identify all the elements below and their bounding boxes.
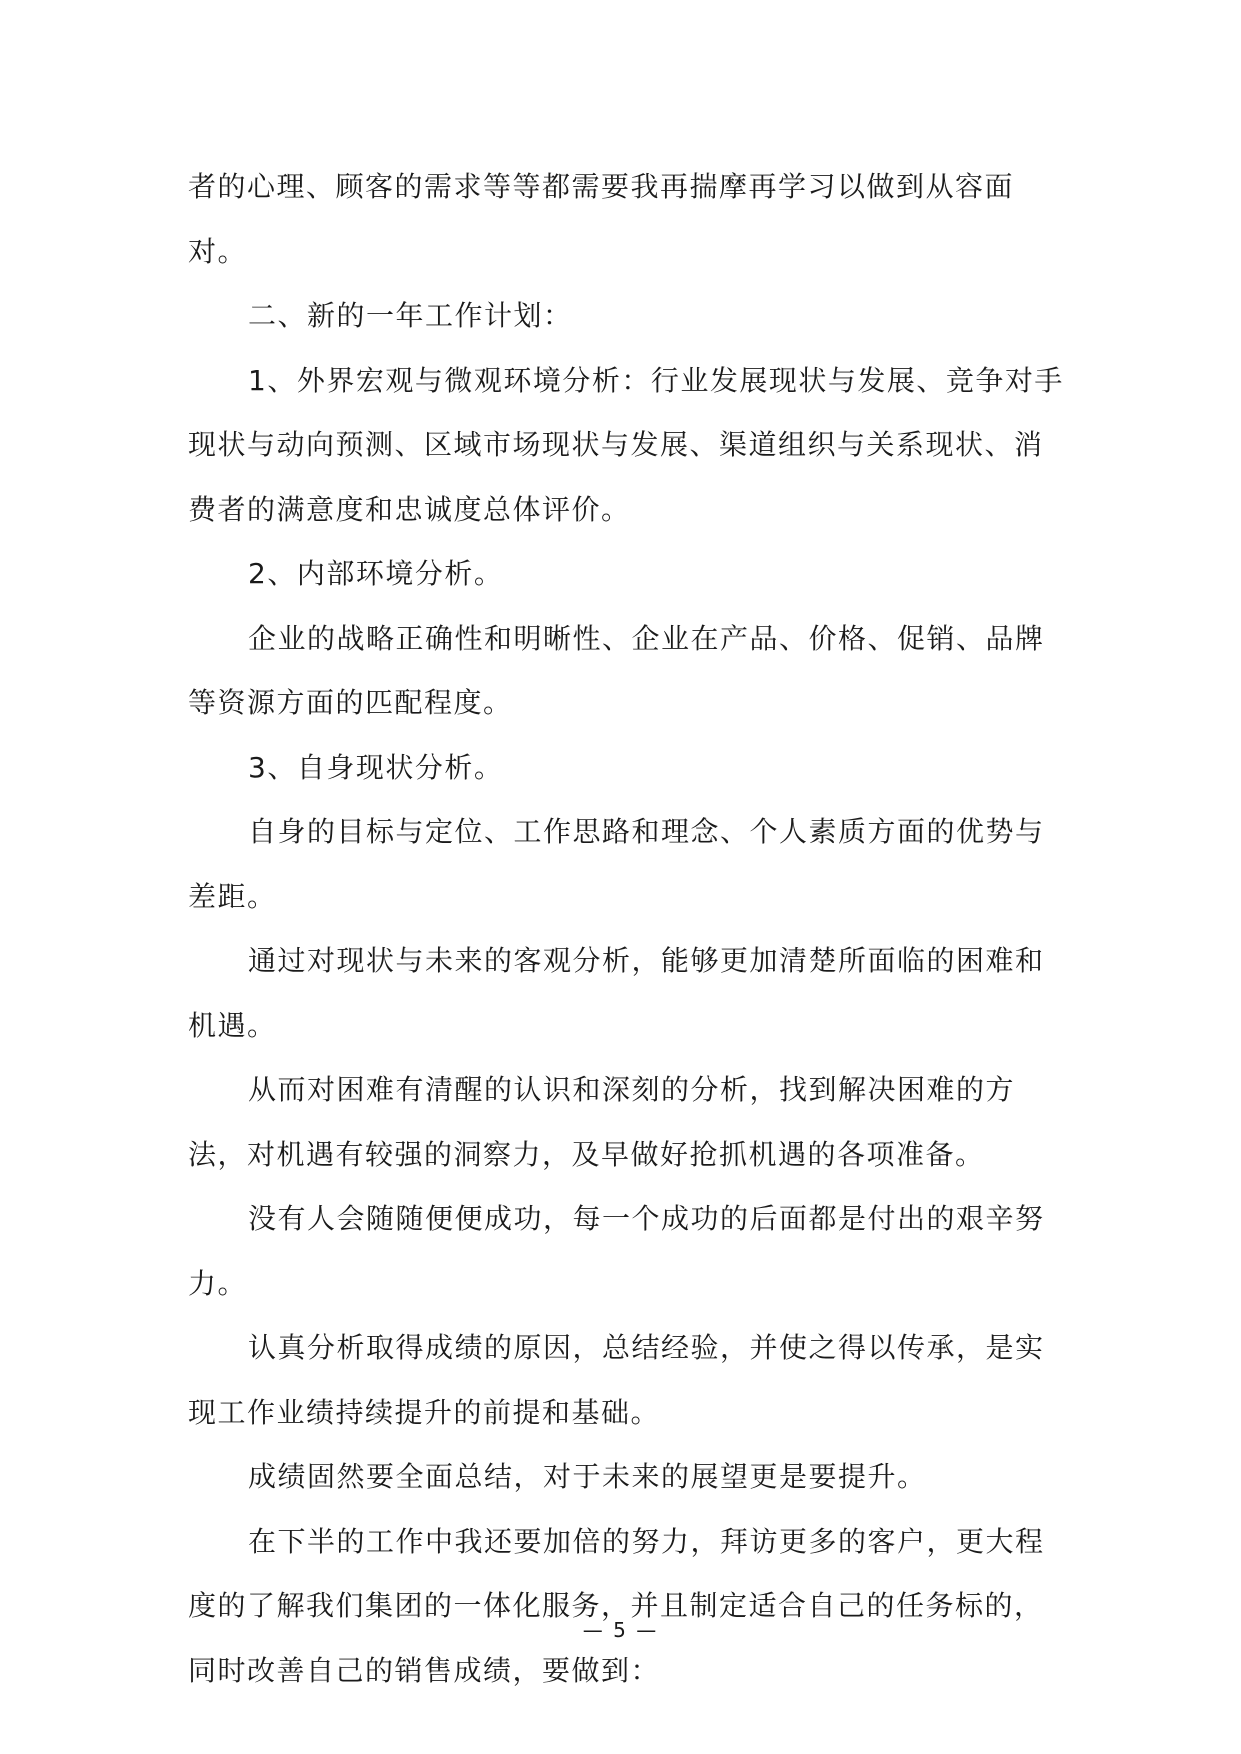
paragraph-continuation: 者的心理、顾客的需求等等都需要我再揣摩再学习以做到从容面对。 [188, 170, 1015, 268]
paragraph-experience: 认真分析取得成绩的原因，总结经验，并使之得以传承，是实现工作业绩持续提升的前提和基础。 [188, 1331, 1045, 1429]
section-heading-work-plan: 二、新的一年工作计划： [248, 299, 573, 332]
paragraph-self-goals: 自身的目标与定位、工作思路和理念、个人素质方面的优势与差距。 [188, 815, 1045, 913]
paragraph-success: 没有人会随随便便成功，每一个成功的后面都是付出的艰辛努力。 [188, 1202, 1045, 1300]
page-number: — 5 — [582, 1618, 659, 1642]
item-external-environment: 1、外界宏观与微观环境分析：行业发展现状与发展、竞争对手现状与动向预测、区域市场现状与发展、渠道组织与关系现状、消费者的满意度和忠诚度总体评价。 [188, 363, 1064, 526]
item-self-analysis: 3、自身现状分析。 [248, 750, 504, 784]
document-body [188, 155, 1068, 1703]
paragraph-difficulties: 从而对困难有清醒的认识和深刻的分析，找到解决困难的方法，对机遇有较强的洞察力，及早做好抢抓机遇的各项准备。 [188, 1073, 1016, 1171]
item-internal-environment: 2、内部环境分析。 [248, 557, 504, 590]
paragraph-objective-analysis: 通过对现状与未来的客观分析，能够更加清楚所面临的困难和机遇。 [188, 944, 1045, 1042]
paragraph-next-half: 在下半的工作中我还要加倍的努力，拜访更多的客户，更大程度的了解我们集团的一体化服务，并且制定适合自己的任务标的，同时改善自己的销售成绩，要做到： [188, 1524, 1045, 1687]
paragraph-outlook: 成绩固然要全面总结，对于未来的展望更是要提升。 [248, 1460, 927, 1493]
paragraph-strategy: 企业的战略正确性和明晰性、企业在产品、价格、促销、品牌等资源方面的匹配程度。 [188, 621, 1045, 719]
